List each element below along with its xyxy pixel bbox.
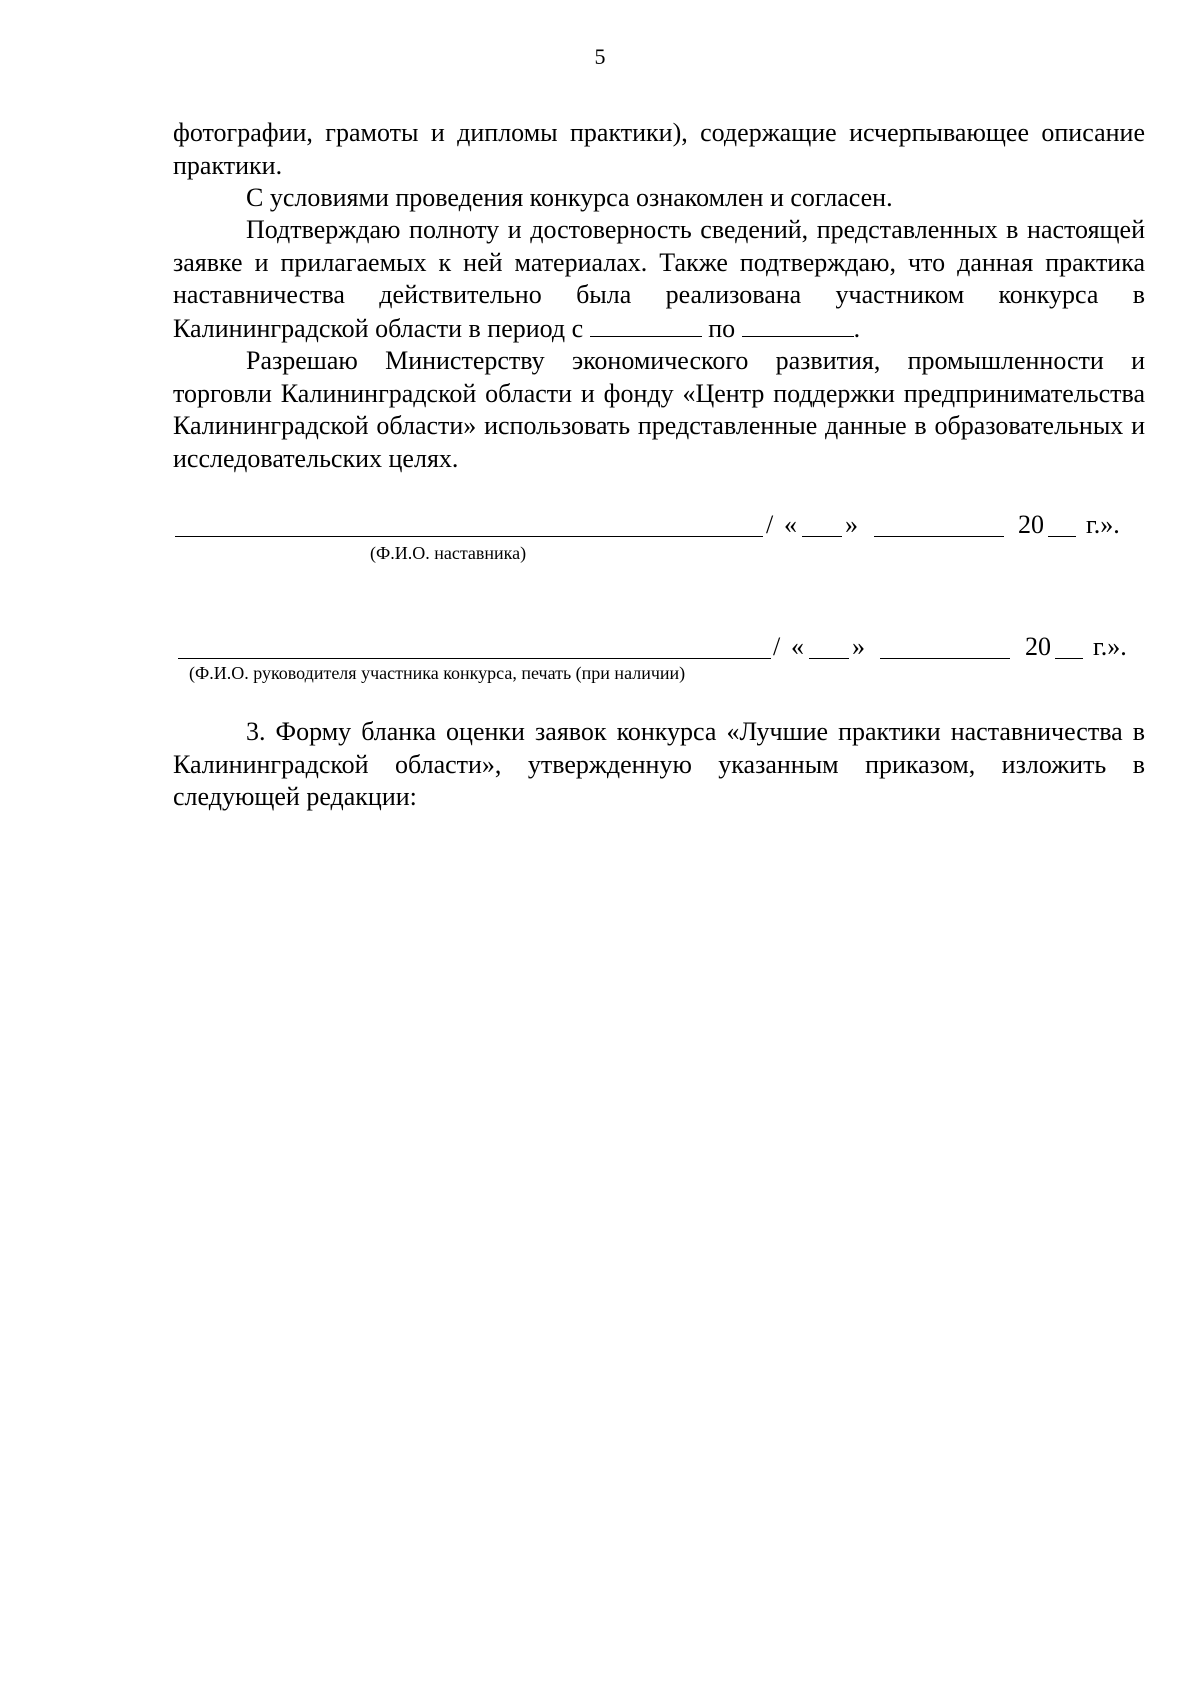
signature-slash: / — [773, 632, 781, 661]
year-prefix: 20 — [1018, 510, 1044, 539]
mentor-name-line[interactable] — [175, 536, 763, 537]
day-blank[interactable] — [809, 658, 849, 659]
head-caption: (Ф.И.О. руководителя участника конкурса, печать (при наличии) — [189, 663, 686, 683]
page-number: 5 — [594, 44, 606, 69]
paragraph-permission: Разрешаю Министерству экономического развития, промышленности и торговли Калининградской области и фонду «Центр поддержки предпринимательства Калининградской области» использовать представленные данные в образовательных и исследовательских целях. — [173, 346, 1145, 473]
paragraph-form-change: 3. Форму бланка оценки заявок конкурса «Лучшие практики наставничества в Калининградской области», утвержденную указанным приказом, изложить в следующей редакции: — [173, 717, 1145, 811]
year-prefix: 20 — [1025, 632, 1051, 661]
year-blank[interactable] — [1055, 658, 1083, 659]
quote-open: « — [784, 510, 797, 539]
signature-block-mentor — [0, 508, 1200, 542]
year-suffix: г.». — [1093, 632, 1127, 661]
year-suffix: г.». — [1086, 510, 1120, 539]
month-blank[interactable] — [880, 658, 1010, 659]
quote-open: « — [791, 632, 804, 661]
period-start-blank[interactable] — [590, 312, 702, 337]
period-end-dot: . — [853, 313, 861, 343]
confirmation-text: Подтверждаю полноту и достоверность сведений, представленных в настоящей заявке и прилагаемых к ней материалах. Также подтверждаю, что данная практика наставничества действительно была реализована участником конкурса в Калининградской области в период с — [173, 215, 1145, 343]
paragraph-confirmation — [173, 214, 1145, 345]
month-blank[interactable] — [874, 536, 1004, 537]
mentor-caption: (Ф.И.О. наставника) — [370, 543, 527, 563]
signature-block-head — [0, 630, 1200, 664]
year-blank[interactable] — [1048, 536, 1076, 537]
head-name-line[interactable] — [178, 658, 771, 659]
period-end-blank[interactable] — [742, 312, 854, 337]
paragraph-consent: С условиями проведения конкурса ознакомлен и согласен. — [246, 183, 893, 212]
period-to-label: по — [708, 313, 736, 343]
day-blank[interactable] — [802, 536, 842, 537]
signature-slash: / — [766, 510, 774, 539]
quote-close: » — [845, 510, 858, 539]
quote-close: » — [852, 632, 865, 661]
paragraph-photos: фотографии, грамоты и дипломы практики), содержащие исчерпывающее описание практики. — [173, 118, 1145, 180]
